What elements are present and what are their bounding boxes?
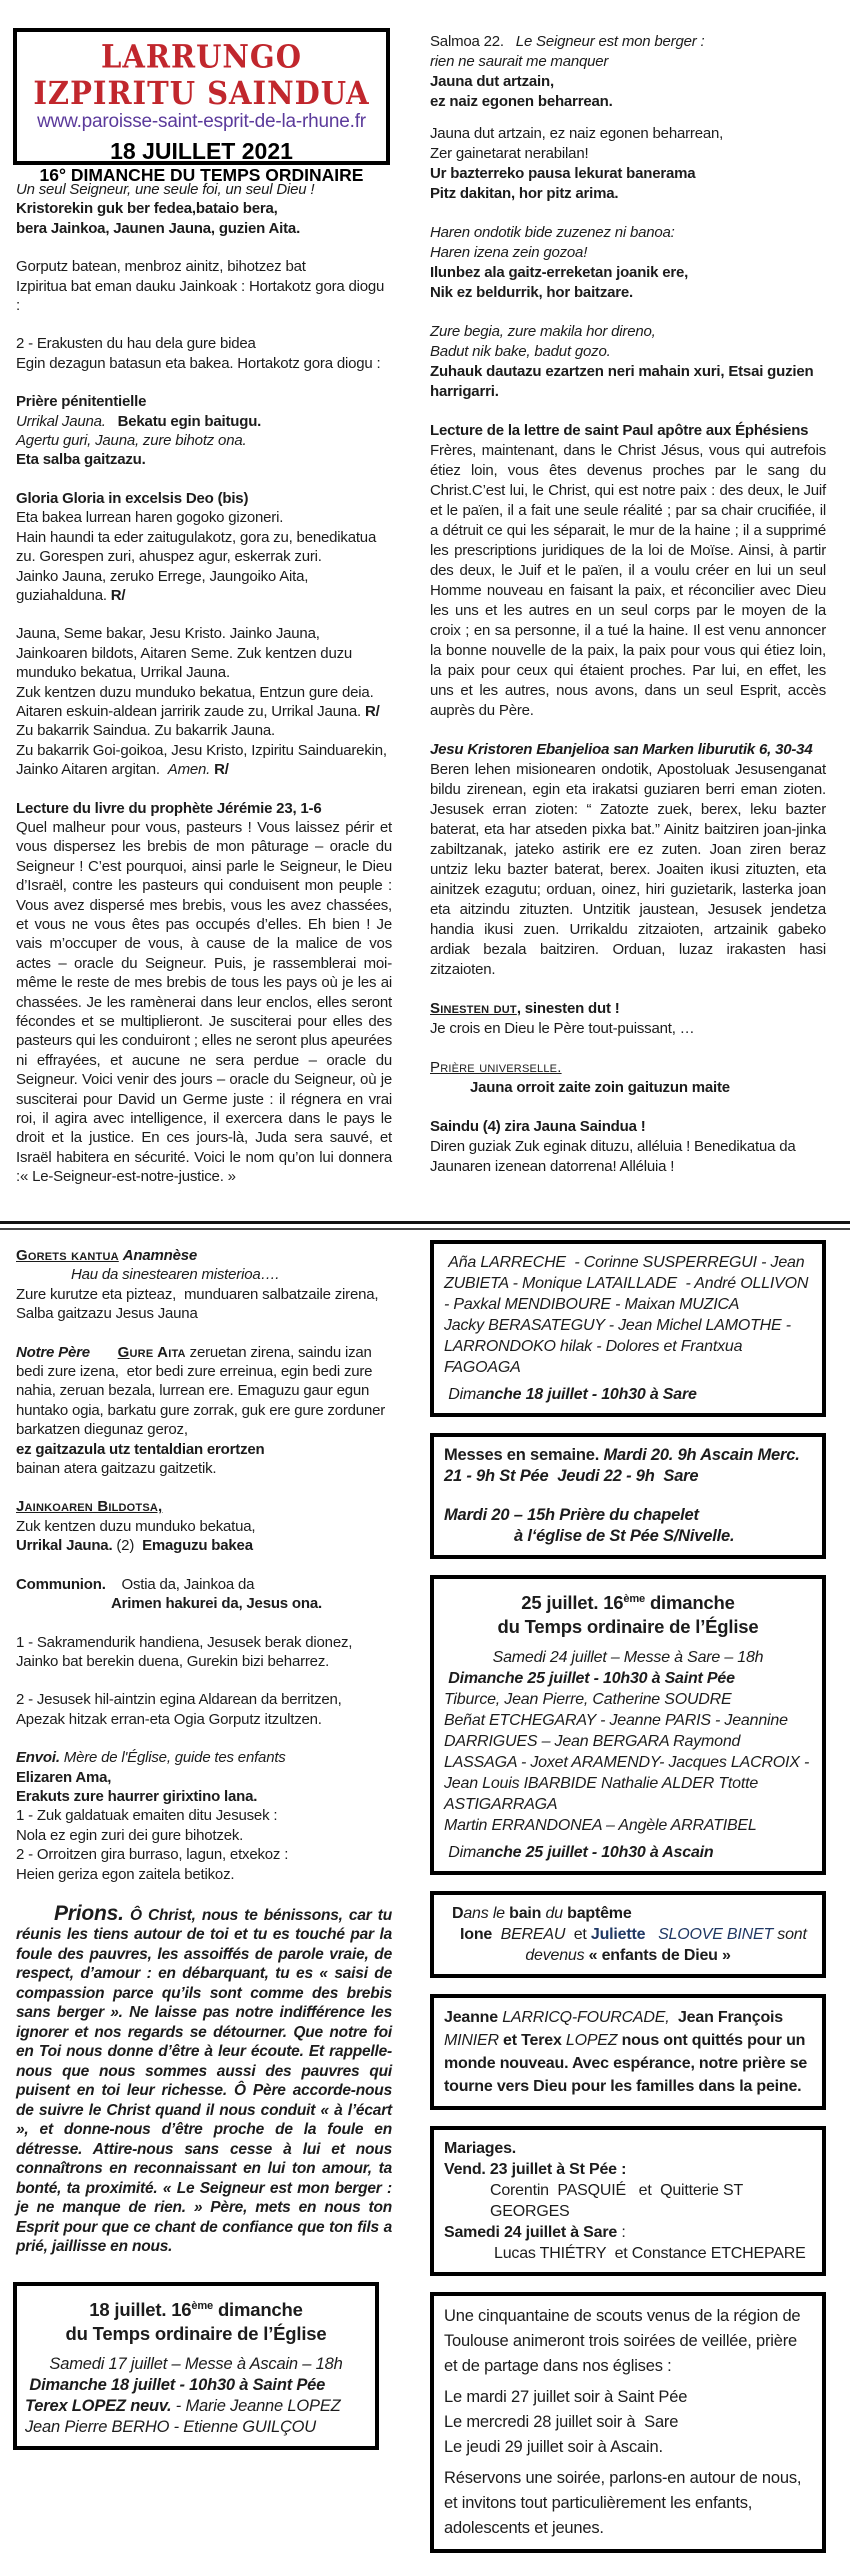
text-run: - Marie Jeanne LOPEZ [171,2397,341,2416]
text-run: ez gaitzazula utz tentaldian erortzen [16,1440,265,1458]
text-line [430,342,826,362]
text-run: Aña LARRECHE - Corinne SUSPERREGUI - Jean ZUBIETA - Monique LATAILLADE - André OLLIVON - Paxkal MENDIBOURE - Maixan MUZICA [444,1254,813,1313]
text-line [430,1117,826,1137]
text-run: Dima [444,1844,485,1862]
text-line [16,219,392,238]
text-run: Samedi 24 juillet – Messe à Sare – 18h [492,1649,764,1667]
text-run: Aitaren eskuin-aldean jarririk zaude zu, Urrikal Jauna. [16,702,365,720]
text-run: 1 - Sakramendurik handiena, Jesusek berak dionez, [16,1633,353,1651]
text-line [444,2222,812,2243]
text-run: Haren ondotik bide zuzenez ni banoa: [430,224,675,241]
spacer [444,1639,812,1647]
text-run: Beñat ETCHEGARAY - Jeanne PARIS - Jeannine DARRIGUES – Jean BERGARA Raymond LASSAGA - Joxet ARAMENDY- Jacques LACROIX - Jean Louis IBARBIDE Nathalie ALDER Ttotte ASTIGARRAGA [444,1712,818,1814]
text-run: sont [777,1926,807,1944]
text-run: Bekatu egin baitugu. [117,412,262,430]
text-run: Prière universelle. [430,1059,562,1076]
text-run: et Terex [498,2032,566,2050]
text-run: du Temps ordinaire de l’Église [497,1616,759,1638]
text-run: Une cinquantaine de scouts venus de la région de Toulouse animeront trois soirées de veillée, prière et de partage dans nos églises : [444,2307,805,2376]
text-run: Envoi. [16,1749,60,1767]
text-line [430,283,826,303]
text-run: Erakuts zure haurrer girixtino lana. [16,1787,258,1805]
text-run: Ilunbez ala gaitz-erreketan joanik ere, [430,264,689,281]
text-run: Zu bakarrik Saindua. Zu bakarrik Jauna. [16,722,275,740]
spacer [16,315,392,334]
text-line [16,1865,392,1884]
text-run: Egin dezagun batasun eta bakea. Hortakotz gora diogu : [16,354,381,372]
text-line [444,1315,812,1378]
text-run: 2 - Orroitzen gira burraso, lagun, etxekoz : [16,1846,289,1864]
text-line [430,243,826,263]
text-run: Zuk kentzen duzu munduko bekatua, Entzun gure deia. [16,683,374,701]
date-heading: 18 JUILLET 2021 [110,138,293,164]
text-line [25,2294,367,2322]
text-line [430,164,826,184]
text-run: Lucas THIÉTRY et Constance ETCHEPARE [494,2245,806,2263]
text-run: Lecture du livre du prophète Jérémie 23, 1-6 [16,799,322,817]
text-run: Quel malheur pour vous, pasteurs ! Vous laissez périr et vous dispersez les brebis de mon pâturage – oracle du Seigneur ! C’est pourquoi, ainsi parle le Seigneur, le Dieu d’Israël, contre les pasteurs qui conduisent mon peuple : Vous avez dispersé mes brebis, vous les avez chassées, et vous ne vous êtes pas occupés d’elles. Eh bien ! Je vais m’occuper de vous, à cause de la malice de vos actes – oracle du Seigneur. Puis, je rassemblerai moi-même le reste de mes brebis de tous les pays où je les ai chassées. Je les ramènerai dans leur enclos, elles seront fécondes et se multiplieront. Je susciterai pour elles des pasteurs qui les conduiront ; elles ne seront plus apeurées ni effrayées, et aucune ne sera perdue – oracle du Seigneur. Voici venir des jours – oracle du Seigneur, où je susciterai pour David un Germe juste : il régnera en vrai roi, il agira avec intelligence, il exercera dans le pays le droit et la justice. En ces jours-là, Juda sera sauvé, et Israël habitera en sécurité. Voici le nom qu’on lui donnera :« Le-Seigneur-est-notre-justice. » [16,818,392,1186]
text-run: du Temps ordinaire de l’Église [65,2323,327,2345]
text-run [504,33,516,50]
text-line [430,144,826,164]
parish-title: LARRUNGO IZPIRITU SAINDUA [33,38,370,112]
text-line [25,2354,367,2375]
text-run: Le Seigneur est mon berger : [515,33,705,50]
text-run [669,2009,678,2026]
text-run: MINIER [444,2032,499,2050]
text-line [444,2466,812,2541]
text-run: Gorets kantua [16,1247,119,1264]
text-line [16,702,392,721]
text-run: nche 25 juillet - 10h30 à Ascain [484,1844,714,1862]
text-run: LARRICQ-FOURCADE, [502,2009,670,2027]
text-line [430,421,826,441]
text-line [430,760,826,980]
text-run: Jeanne [444,2009,503,2027]
text-line [444,2159,812,2180]
text-run: Notre Père [16,1343,90,1361]
left-column-bottom [16,1246,392,2257]
text-run: Elizaren Ama, [16,1768,112,1786]
text-line [444,1505,812,1526]
text-run: Zuhauk dautazu ezartzen neri mahain xuri, Etsai guzien harrigarri. [430,363,818,400]
text-run [106,413,118,430]
text-run: zeruetan zirena, saindu izan bedi zure izena, etor bedi zure erreinua, egin bedi zure nahia, zeruan bezala, lurrean ere. Emaguzu gaur egun huntako ogia, barkatu gure zorrak, guk ere gure zorduner barkatzen diegunaz geroz, [16,1343,389,1439]
text-run: Apezak hitzak erran-eta Ogia Gorputz itzultzen. [16,1710,322,1728]
text-run: Juliette [590,1926,646,1944]
spacer [16,1671,392,1690]
text-run: Jauna, Seme bakar, Jesu Kristo. Jainko Jauna, Jainkoaren bildots, Aitaren Seme. Zuk kentzen duzu munduko bekatua, Urrikal Jauna. [16,625,357,682]
text-line [430,999,826,1019]
text-line [16,1594,392,1613]
text-run: Saindu (4) zira Jauna Saindua ! [430,1118,646,1135]
text-run: R/ [364,702,380,720]
text-run: Jauna dut artzain, ez naiz egonen beharrean, [430,125,724,142]
text-line [444,2435,812,2460]
text-line [444,1668,812,1689]
text-run: LOPEZ [565,2032,618,2050]
text-run: nous ont quittés pour un monde nouveau. Avec espérance, notre prière se tourne vers Dieu pour les familles dans la peine. [444,2032,812,2096]
text-run: (2) [112,1537,143,1555]
text-line [430,52,826,72]
text-run: Vend. 23 juillet à St Pée : [444,2161,627,2179]
text-line [444,2304,812,2379]
text-run: Mariages. [444,2140,517,2158]
text-run: Emaguzu bakea [142,1537,253,1555]
text-line [16,392,392,411]
text-line [16,1787,392,1806]
text-run: Jean François [677,2009,788,2027]
text-run: ez naiz egonen beharrean. [430,93,613,110]
website-url: www.paroisse-saint-esprit-de-la-rhune.fr [37,111,366,132]
text-line [444,1903,812,1924]
text-run: Le mardi 27 juillet soir à Saint Pée [444,2388,688,2407]
text-line [16,721,392,740]
text-run: Nola ez egin zuri dei gure bihotzek. [16,1826,244,1844]
text-run: Corentin PASQUIÉ et Quitterie ST GEORGES [490,2182,748,2221]
text-run: BEREAU [500,1926,566,1944]
text-line [16,1517,392,1536]
text-run: Jesu Kristoren Ebanjelioa san Marken liburutik 6, 30-34 [430,741,813,758]
spacer [430,1039,826,1058]
spacer [430,980,826,999]
text-line [444,2138,812,2159]
text-run: Sinesten dut [430,1000,517,1017]
text-line [16,489,392,508]
text-line [16,1440,392,1459]
text-run: « enfants de Dieu » [588,1947,731,1965]
text-run: Ostia da, Jainkoa da [105,1575,255,1593]
text-line [16,1652,392,1671]
text-run: Samedi 17 juillet – Messe à Ascain – 18h [49,2355,343,2374]
spacer [16,238,392,257]
text-line [16,354,392,373]
text-line [16,1633,392,1652]
text-line [25,2322,367,2346]
text-run: bainan atera gaitzazu gaitzetik. [16,1460,217,1478]
text-line [16,1826,392,1845]
text-line [16,567,392,606]
text-run: Salmoa 22. [430,33,504,50]
text-line [430,184,826,204]
header-box [13,28,390,185]
text-run: Diren guziak Zuk eginak dituzu, alléluia ! Benedikatua da Jaunaren izenean datorrena! Alléluia ! [430,1138,800,1175]
text-line [430,362,826,402]
text-run: Un seul Seigneur, une seule foi, un seul Dieu ! [16,181,315,198]
text-run: Réservons une soirée, parlons-en autour de nous, et invitons tout particulièrement les enfants, adolescents et jeunes. [444,2469,806,2538]
text-line [16,683,392,702]
text-line [16,1265,392,1284]
text-line [444,1615,812,1639]
text-line [16,1246,392,1265]
text-run: Gorputz batean, menbroz ainitz, bihotzez bat [16,258,306,276]
text-run: Pitz dakitan, hor pitz arima. [430,185,619,202]
spacer [430,303,826,322]
text-line [430,72,826,92]
text-line [430,1058,826,1078]
text-run: Dima [444,1386,485,1403]
text-run: Nik ez beldurrik, hor baitzare. [430,284,634,301]
text-run: Prions. [54,1901,124,1925]
text-run: Zure begia, zure makila hor direno, [430,323,656,340]
text-line [16,1285,392,1324]
text-run: Mère de l'Église, guide tes enfants [63,1749,286,1767]
text-line [444,1587,812,1615]
text-line [444,1647,812,1668]
text-run: Dimanche 18 juillet - 10h30 à Saint Pée [25,2376,326,2395]
funerals-box [430,1994,826,2110]
text-line [16,1690,392,1709]
text-run: Zuk kentzen duzu munduko bekatua, [16,1517,256,1535]
text-line [444,2006,812,2098]
text-run: rien ne saurait me manquer [430,53,609,70]
text-line [16,334,392,353]
text-run: Jainko bat berekin duena, Gurekin bizi beharrez. [16,1652,330,1670]
text-run [90,1344,118,1361]
text-run: Arimen hakurei da, Jesus ona. [111,1595,322,1613]
text-run: bera Jainkoa, Jaunen Jauna, guzien Aita. [16,219,301,237]
text-line [16,431,392,450]
spacer [16,1556,392,1575]
spacer [16,470,392,489]
text-run: Izpiritua bat eman dauku Jainkoak : Hortakotz gora diogu : [16,277,389,315]
mass-25-july-box [430,1575,826,1875]
text-line [430,322,826,342]
text-run: Amen. [167,761,211,779]
text-run: Samedi 24 juillet à Sare [444,2224,618,2242]
text-run: Heien geriza egon zaitela betikoz. [16,1865,235,1883]
text-run: 2 - Erakusten du hau dela gure bidea [16,335,256,353]
text-run: Terex LOPEZ neuv. [25,2397,172,2416]
text-run: Mardi 20 – 15h Prière du chapelet [444,1506,699,1524]
text-line [444,1526,812,1547]
text-line [444,1445,812,1487]
text-line [430,1078,826,1098]
scouts-box [430,2292,826,2553]
text-line [430,740,826,760]
weekday-masses-box [430,1433,826,1559]
text-run: Agertu guri, Jauna, zure bihotz ona. [16,432,247,450]
text-run: Jainkoaren Bildotsa, [16,1498,163,1516]
text-line [16,1497,392,1516]
spacer [16,1614,392,1633]
text-run: Ô Christ, nous te bénissons, car tu réunis les tiens autour de toi et tu es touché par la foule des pauvres, les assoiffés de parole vraie, de respect, d’amour : en débarquant, tu es « saisi de compassion parce qu’ils sont comme des brebis sans berger ». Ne laisse pas notre indifférence les ignorer et nos regards se détourner. Que notre foi en Toi nous donne d’être à leur écoute. Et rappelle-nous que nous sommes aussi des pauvres qui puisent en toi leur richesse. Ô Père accorde-nous de suivre le Christ quand il nous conduit « à l’écart », et donne-nous d’être proche de la foule en détresse. Attire-nous sans cesse à lui et nous connaîtrons en reconnaissant en lui ton amour, ta bonté, ta proximité. « Le Seigneur est mon berger : je ne manque de rien. » Père, mets en nous ton Esprit pour que ce chant de confiance que ton fils a prié, jaillisse en nous. [16,1906,392,2256]
text-run: Le jeudi 29 juillet soir à Ascain. [444,2438,663,2457]
text-run: 1 - Zuk galdatuak emaiten ditu Jesusek : [16,1807,278,1825]
text-run: baptême [567,1905,632,1923]
text-line [16,450,392,469]
text-run: Mardi 20. 9h Ascain Merc. 21 - 9h St Pée Jeudi 22 - 9h Sare [444,1446,804,1485]
spacer [444,1487,812,1505]
text-line [16,818,392,1187]
spacer [430,112,826,124]
text-run: Jainko Jauna, zeruko Errege, Jaungoiko Aita, guziahalduna. [16,567,313,604]
text-line [16,199,392,218]
text-line [444,1842,812,1863]
mass-18-july-box [13,2282,379,2450]
text-line [25,2417,367,2438]
text-line [16,1901,392,2257]
text-run: du [545,1905,563,1923]
text-line [430,32,826,52]
text-line [430,263,826,283]
text-line [444,1945,812,1966]
text-line [430,1019,826,1039]
text-run: 18 juillet. 16 [89,2299,192,2321]
text-run: SLOOVE BINET [658,1926,774,1944]
text-run: R/ [110,586,126,604]
text-run: Jean Pierre BERHO - Etienne GUILÇOU [25,2418,317,2437]
text-run: G [117,1343,130,1361]
marriages-box [430,2126,826,2276]
text-line [444,2410,812,2435]
text-line [16,1768,392,1787]
text-line [16,1343,392,1440]
text-line [16,412,392,431]
spacer [430,1098,826,1117]
text-line [16,508,392,527]
spacer [430,721,826,740]
right-column-boxes [430,1240,826,2569]
text-run: le [492,1905,505,1923]
text-line [444,1689,812,1710]
text-line [444,1252,812,1315]
spacer [16,1729,392,1748]
spacer [25,2346,367,2354]
spacer [16,780,392,799]
spacer [16,1324,392,1343]
text-run: Ur bazterreko pausa lekurat banerama [430,165,696,182]
text-run: ème [623,1593,645,1605]
text-run: bain [509,1905,542,1923]
text-line [444,2385,812,2410]
spacer [16,1478,392,1497]
text-run: Communion. [16,1575,106,1593]
text-run [492,1926,501,1943]
text-line [25,2375,367,2396]
text-run: Frères, maintenant, dans le Christ Jésus, vous qui autrefois étiez loin, vous êtes devenus proches par le sang du Christ.C’est lui, le Christ, qui est notre paix : des deux, le Juif et le païen, il a fait une seule réalité ; par sa chair crucifiée, il a détruit ce qui les séparait, le mur de la haine ; il a supprimé les prescriptions juridiques de la loi de Moïse. Ainsi, à partir des deux, le Juif et le païen, il a voulu créer en lui un seul Homme nouveau en faisant la paix, et réconcilier avec Dieu les uns et les autres en un seul corps par le moyen de la croix ; en sa personne, il a tué la haine. Il est venu annoncer la bonne nouvelle de la paix, la paix pour vous qui étiez loin, la paix pour ceux qui étaient proches. Par lui, en effet, les uns et les autres, nous avons, dans un seul Esprit, accès auprès du Père. [430,442,826,719]
text-run: Anamnèse [122,1247,198,1264]
text-run: Beren lehen misionearen ondotik, Apostoluak Jesusenganat bildu zirenean, egin eta irakatsi guziaren berri eman zioten. Jesusek erran zioten: “ Zatozte zuek, berex, leku bazter baterat, eta har atseden pixka bat.” Ainitz baitziren joan-jinka zabiltzanak, jateko astirik ere ez zuten. Joan ziren beraz untziz leku bazter baterat, berex. Joaiten ikusi zituzten, eta ainitzek ezagutu; orduan, oinez, hiri guzietarik, lasterka joan eta aitzindu zituzten. Untzitik jaustean, Jesusek jendetza handia ikusi zuen. Urrikaldu zitzaioten, artzainik gabeko ardiak bezala baitziren. Orduan, luzaz irakasten hasi zitzaioten. [430,761,826,978]
text-run: R/ [214,761,229,779]
text-run: Jacky BERASATEGUY - Jean Michel LAMOTHE - LARRONDOKO hilak - Dolores et Frantxua FAGOAGA [444,1317,796,1376]
text-run: Dimanche 25 juillet - 10h30 à Saint Pée [444,1670,735,1688]
text-line [16,1806,392,1825]
text-run: à l‘église de St Pée S/Nivelle. [514,1527,735,1545]
left-column-top [16,180,392,1187]
text-line [16,1845,392,1864]
text-run: Martin ERRANDONEA – Angèle ARRATIBEL [444,1817,757,1835]
baptism-box [430,1891,826,1978]
text-run: Zure kurutze eta pizteaz, munduaren salbatzaile zirena, Salba gaitzazu Jesus Jauna [16,1285,383,1323]
text-line [16,1536,392,1555]
text-line [444,1384,812,1405]
text-line [16,624,392,682]
text-run: : [617,2224,626,2242]
text-run: Haren izena zein gozoa! [430,244,588,261]
text-run: Hau da sinestearen misterioa…. [71,1266,280,1284]
text-line [430,441,826,721]
text-line [430,92,826,112]
text-line [444,1815,812,1836]
text-run: devenus [525,1947,585,1965]
text-run: Jauna dut artzain, [430,73,554,90]
text-line [16,1459,392,1478]
text-line [16,180,392,199]
text-line [16,741,392,780]
text-run: Zu bakarrik Goi-goikoa, Jesu Kristo, Izpiritu Sainduarekin, Jainko Aitaren argitan. [16,741,391,779]
text-line [430,1137,826,1177]
text-line [16,528,392,567]
text-run: Hain haundi ta eder zaitugulakotz, gora zu, benedikatua zu. Gorespen zuri, ahuspez agur, eskerrak zuri. [16,528,381,566]
text-line [444,1710,818,1815]
sunday-heading: 16° DIMANCHE DU TEMPS ORDINAIRE [39,165,364,185]
spacer [430,402,826,421]
spacer [430,204,826,223]
text-run: ème [191,2300,213,2312]
text-run: Tiburce, Jean Pierre, Catherine SOUDRE [444,1691,732,1709]
deceased-names-box [430,1240,826,1417]
text-line [16,257,392,276]
spacer [16,605,392,624]
text-run: Messes en semaine. [444,1446,600,1464]
right-column-top [430,32,826,1177]
text-run: Zer gainetarat nerabilan! [430,145,589,162]
text-run: Le mercredi 28 juillet soir à Sare [444,2413,679,2432]
text-run: nche 18 juillet - 10h30 à Sare [484,1386,697,1403]
text-line [444,1924,812,1945]
text-run: 2 - Jesusek hil-aintzin egina Aldarean da berritzen, [16,1691,342,1709]
text-run: Urrikal Jauna. [16,1537,113,1555]
text-run: Gloria Gloria in excelsis Deo (bis) [16,489,249,507]
text-line [25,2396,367,2417]
text-line [430,124,826,144]
text-run: Eta bakea lurrean haren gogoko gizoneri. [16,509,284,527]
text-run: D [452,1905,464,1923]
text-run: dimanche [645,1592,735,1614]
text-run: ans [463,1905,489,1923]
text-run: Ione [460,1926,493,1944]
text-run: dimanche [213,2299,303,2321]
text-run: Urrikal Jauna. [16,412,106,430]
text-run [645,1926,658,1943]
section-divider [0,1221,850,1230]
text-run: et [565,1926,591,1944]
text-run: ure Aita [129,1343,186,1361]
text-run: Kristorekin guk ber fedea,bataio bera, [16,200,278,218]
text-run: Eta salba gaitzazu. [16,451,146,469]
text-line [430,223,826,243]
text-run: 25 juillet. 16 [521,1592,624,1614]
text-line [16,277,392,316]
text-run: Prière pénitentielle [16,393,147,411]
text-run: Badut nik bake, badut gozo. [430,343,611,360]
text-run: , sinesten dut ! [516,1000,620,1017]
text-run: Je crois en Dieu le Père tout-puissant, … [430,1020,695,1037]
text-line [16,1748,392,1767]
text-run: Jauna orroit zaite zoin gaituzun maite [470,1079,730,1096]
spacer [16,373,392,392]
text-line [444,2180,812,2222]
text-line [16,1575,392,1594]
text-line [444,2243,812,2264]
text-line [16,1710,392,1729]
text-run: Lecture de la lettre de saint Paul apôtre aux Éphésiens [430,422,809,439]
text-line [16,799,392,818]
